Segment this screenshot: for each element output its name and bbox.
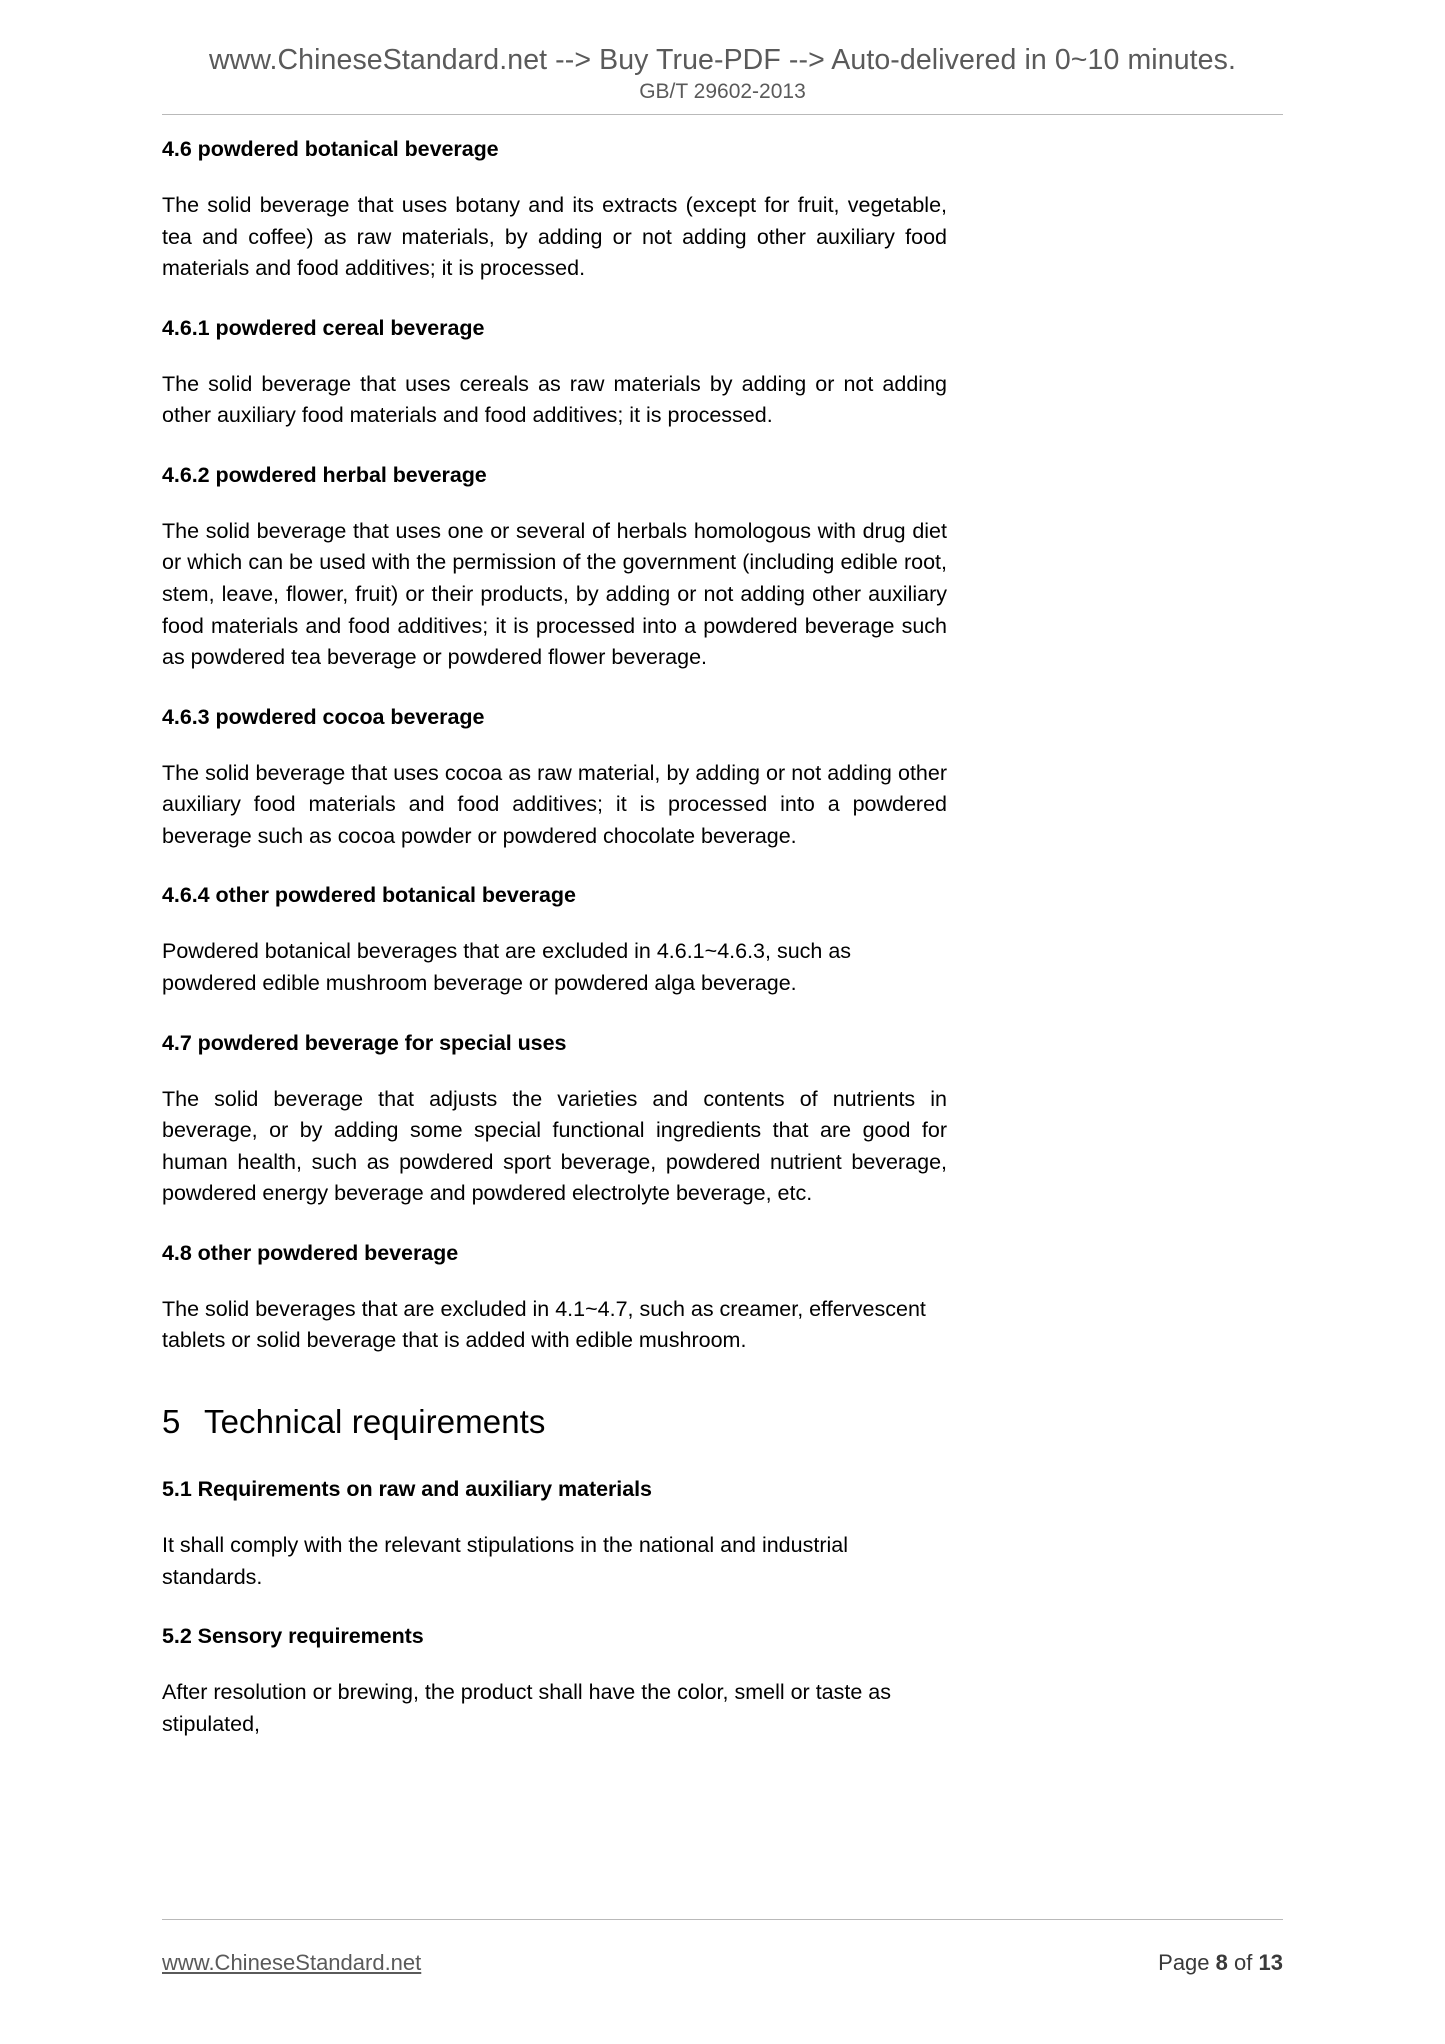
section-body-4-8: The solid beverages that are excluded in 4.1~4.7, such as creamer, effervescent tablets or solid beverage that is added with edible mushroom. bbox=[162, 1296, 926, 1353]
spacer bbox=[162, 1210, 947, 1240]
footer-page-of: of bbox=[1234, 1950, 1253, 1975]
spacer bbox=[162, 343, 947, 369]
page-footer bbox=[162, 1950, 1283, 1976]
section-body-4-6: The solid beverage that uses botany and its extracts (except for fruit, vegetable, tea and coffee) as raw materials, by adding or not adding other auxiliary food materials and food additives; it is processed. bbox=[162, 192, 947, 281]
section-body-4-6-3: The solid beverage that uses cocoa as raw material, by adding or not adding other auxiliary food materials and food additives; it is processed into a powdered beverage such as cocoa powder or powdered chocolate beverage. bbox=[162, 760, 947, 848]
header-divider bbox=[162, 114, 1283, 115]
footer-page-total: 13 bbox=[1258, 1950, 1283, 1975]
footer-website-link[interactable]: www.ChineseStandard.net bbox=[162, 1950, 422, 1975]
header-promo-text: www.ChineseStandard.net --> Buy True-PDF --> Auto-delivered in 0~10 minutes. bbox=[209, 44, 1236, 76]
chapter-heading-5 bbox=[162, 1401, 947, 1442]
spacer bbox=[162, 285, 947, 315]
section-heading-5-2: 5.2 Sensory requirements bbox=[162, 1624, 424, 1649]
section-heading-4-6-4: 4.6.4 other powdered botanical beverage bbox=[162, 883, 576, 908]
spacer bbox=[162, 1651, 947, 1677]
footer-page-label: Page bbox=[1158, 1950, 1210, 1975]
footer-page-number bbox=[1158, 1950, 1283, 1976]
spacer bbox=[162, 164, 947, 190]
section-body-5-1: It shall comply with the relevant stipulations in the national and industrial standards. bbox=[162, 1533, 848, 1589]
section-heading-4-6: 4.6 powdered botanical beverage bbox=[162, 137, 499, 161]
footer-page-current: 8 bbox=[1215, 1950, 1228, 1975]
spacer bbox=[162, 1442, 947, 1476]
spacer bbox=[162, 674, 947, 704]
chapter-number: 5 bbox=[162, 1403, 181, 1441]
spacer bbox=[162, 1058, 947, 1084]
spacer bbox=[162, 1593, 947, 1623]
spacer bbox=[162, 432, 947, 462]
section-heading-4-6-2: 4.6.2 powdered herbal beverage bbox=[162, 462, 487, 487]
header-standard-number: GB/T 29602-2013 bbox=[639, 79, 806, 103]
section-heading-5-1: 5.1 Requirements on raw and auxiliary materials bbox=[162, 1477, 652, 1502]
spacer bbox=[162, 1268, 947, 1294]
section-body-4-6-1: The solid beverage that uses cereals as raw materials by adding or not adding other auxiliary food materials and food additives; it is processed. bbox=[162, 371, 947, 428]
spacer bbox=[162, 1504, 947, 1530]
spacer bbox=[162, 490, 947, 516]
chapter-title: Technical requirements bbox=[204, 1403, 546, 1441]
section-body-4-6-2: The solid beverage that uses one or several of herbals homologous with drug diet or which can be used with the permission of the government (including edible root, stem, leave, flower, fruit) or their products, by adding or not adding other auxiliary food materials and food additives; it is processed into a powdered beverage such as powdered tea beverage or powdered flower beverage. bbox=[162, 518, 947, 670]
section-body-4-6-4: Powdered botanical beverages that are excluded in 4.6.1~4.6.3, such as powdered edible mushroom beverage or powdered alga beverage. bbox=[162, 939, 852, 995]
page-header bbox=[0, 44, 1445, 104]
spacer bbox=[162, 852, 947, 882]
document-content bbox=[162, 136, 947, 1741]
spacer bbox=[162, 1000, 947, 1030]
spacer bbox=[162, 910, 947, 936]
footer-divider bbox=[162, 1919, 1283, 1920]
spacer bbox=[162, 732, 947, 758]
section-heading-4-7: 4.7 powdered beverage for special uses bbox=[162, 1030, 567, 1055]
section-heading-4-8: 4.8 other powdered beverage bbox=[162, 1240, 459, 1265]
spacer bbox=[162, 1357, 947, 1401]
section-heading-4-6-3: 4.6.3 powdered cocoa beverage bbox=[162, 704, 485, 729]
section-body-5-2: After resolution or brewing, the product shall have the color, smell or taste as stipulated, bbox=[162, 1680, 891, 1736]
section-body-4-7: The solid beverage that adjusts the varieties and contents of nutrients in beverage, or by adding some special functional ingredients that are good for human health, such as powdered sport beverage, powdered nutrient beverage, powdered energy beverage and powdered electrolyte beverage, etc. bbox=[162, 1086, 947, 1206]
section-heading-4-6-1: 4.6.1 powdered cereal beverage bbox=[162, 315, 485, 340]
